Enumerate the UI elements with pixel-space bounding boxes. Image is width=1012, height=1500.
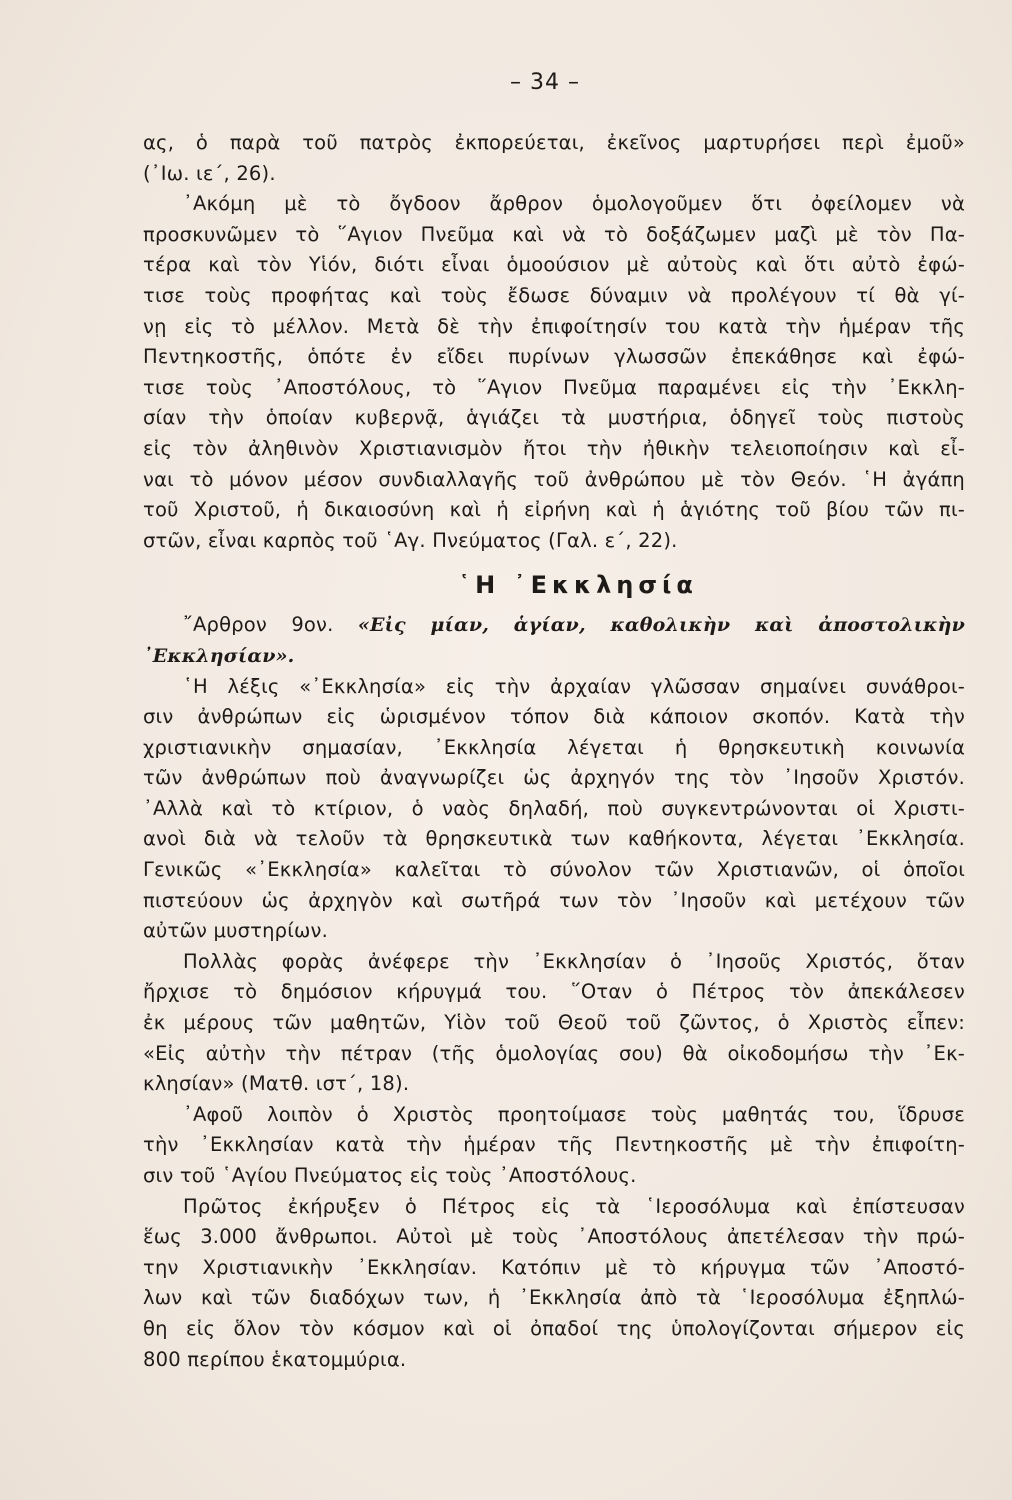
text-line: χριστιανικὴν σημασίαν, ᾿Εκκλησία λέγεται ἡ θρησκευτικὴ κοινωνία <box>143 735 965 759</box>
text-line: νῃ εἰς τὸ μέλλον. Μετὰ δὲ τὴν ἐπιφοίτησίν του κατὰ τὴν ἡμέραν τῆς <box>143 314 965 338</box>
text-line: «Εἰς αὐτὴν τὴν πέτραν (τῆς ὁμολογίας σου) θὰ οἰκοδομήσω τὴν ᾿Εκ- <box>143 1041 965 1065</box>
page-number: – 34 – <box>510 70 580 95</box>
text-line: τὴν ᾿Εκκλησίαν κατὰ τὴν ἡμέραν τῆς Πεντηκοστῆς μὲ τὴν ἐπιφοίτη- <box>143 1133 965 1157</box>
article-title-line <box>143 641 965 672</box>
text-line: προσκυνῶμεν τὸ ῞Αγιον Πνεῦμα καὶ νὰ τὸ δοξάζωμεν μαζὶ μὲ τὸν Πα- <box>143 222 965 246</box>
text-line: τοῦ Χριστοῦ, ἡ δικαιοσύνη καὶ ἡ εἰρήνη καὶ ἡ ἁγιότης τοῦ βίου τῶν πι- <box>143 498 965 522</box>
text-line: ἤρχισε τὸ δημόσιον κήρυγμά του. ῞Οταν ὁ Πέτρος τὸν ἀπεκάλεσεν <box>143 980 965 1004</box>
text-line: ῾Η λέξις «᾿Εκκλησία» εἰς τὴν ἀρχαίαν γλῶσσαν σημαίνει συνάθροι- <box>183 674 965 698</box>
text-line: ᾿Αλλὰ καὶ τὸ κτίριον, ὁ ναὸς δηλαδή, ποὺ συγκεντρώνονται οἱ Χριστι- <box>143 796 965 820</box>
article-title: «Εἰς μίαν, ἁγίαν, καθολικὴν καὶ ἀποστολικὴν <box>357 614 965 637</box>
text-line: τέρα καὶ τὸν Υἱόν, διότι εἶναι ὁμοούσιον μὲ αὐτοὺς καὶ ὅτι αὐτὸ ἐφώ- <box>143 253 965 277</box>
text-line: ἕως 3.000 ἄνθρωποι. Αὐτοὶ μὲ τοὺς ᾿Αποστόλους ἀπετέλεσαν τὴν πρώ- <box>143 1225 965 1249</box>
section-heading: ῾Η ᾿Εκκλησία <box>458 571 698 600</box>
text-line: στῶν, εἶναι καρπὸς τοῦ ῾Αγ. Πνεύματος (Γαλ. ε´, 22). <box>143 528 678 552</box>
text-line: σιν ἀνθρώπων εἰς ὡρισμένον τόπον διὰ κάποιον σκοπόν. Κατὰ τὴν <box>143 705 965 729</box>
text-line: αὐτῶν μυστηρίων. <box>143 919 329 943</box>
text-line: ᾿Ακόμη μὲ τὸ ὄγδοον ἄρθρον ὁμολογοῦμεν ὅτι ὀφείλομεν νὰ <box>183 192 965 216</box>
text-line: σιν τοῦ ῾Αγίου Πνεύματος εἰς τοὺς ᾿Αποστόλους. <box>143 1164 637 1187</box>
text-line: Γενικῶς «᾿Εκκλησία» καλεῖται τὸ σύνολον τῶν Χριστιανῶν, οἱ ὁποῖοι <box>143 858 965 882</box>
text-line: ας, ὁ παρὰ τοῦ πατρὸς ἐκπορεύεται, ἐκεῖνος μαρτυρήσει περὶ ἐμοῦ» <box>143 131 965 154</box>
text-line: τισε τοὺς προφήτας καὶ τοὺς ἔδωσε δύναμιν νὰ προλέγουν τί θὰ γί- <box>143 283 965 307</box>
text-line: την Χριστιανικὴν ᾿Εκκλησίαν. Κατόπιν μὲ τὸ κήρυγμα τῶν ᾿Αποστό- <box>143 1255 965 1279</box>
text-line: Πρῶτος ἐκήρυξεν ὁ Πέτρος εἰς τὰ ῾Ιεροσόλυμα καὶ ἐπίστευσαν <box>183 1194 965 1218</box>
text-line: θη εἰς ὅλον τὸν κόσμον καὶ οἱ ὀπαδοί της ὑπολογίζονται σήμερον εἰς <box>143 1316 965 1340</box>
text-line: Πολλὰς φορὰς ἀνέφερε τὴν ᾿Εκκλησίαν ὁ ᾿Ιησοῦς Χριστός, ὅταν <box>183 949 965 973</box>
body-text <box>143 128 965 1375</box>
text-line: κλησίαν» (Ματθ. ιστ´, 18). <box>143 1072 410 1096</box>
text-line: ναι τὸ μόνον μέσον συνδιαλλαγῆς τοῦ ἀνθρώπου μὲ τὸν Θεόν. ῾Η ἀγάπη <box>143 467 965 491</box>
text-line: σίαν τὴν ὁποίαν κυβερνᾷ, ἁγιάζει τὰ μυστήρια, ὁδηγεῖ τοὺς πιστοὺς <box>143 406 965 430</box>
article-title-line <box>143 610 965 641</box>
article-title-continued: ᾿Εκκλησίαν». <box>143 644 295 667</box>
text-line: τῶν ἀνθρώπων ποὺ ἀναγνωρίζει ὡς ἀρχηγόν της τὸν ᾿Ιησοῦν Χριστόν. <box>143 766 965 790</box>
text-line: λων καὶ τῶν διαδόχων των, ἡ ᾿Εκκλησία ἀπὸ τὰ ῾Ιεροσόλυμα ἐξηπλώ- <box>143 1286 965 1310</box>
text-line: ᾿Αφοῦ λοιπὸν ὁ Χριστὸς προητοίμασε τοὺς μαθητάς του, ἵδρυσε <box>183 1102 965 1126</box>
text-line: εἰς τὸν ἀληθινὸν Χριστιανισμὸν ἤτοι τὴν ἠθικὴν τελειοποίησιν καὶ εἶ- <box>143 436 965 460</box>
article-label: ῎Αρθρον 9ον. <box>183 613 334 637</box>
text-line: ἐκ μέρους τῶν μαθητῶν, Υἱὸν τοῦ Θεοῦ τοῦ ζῶντος, ὁ Χριστὸς εἶπεν: <box>143 1011 965 1035</box>
text-line: Πεντηκοστῆς, ὁπότε ἐν εἴδει πυρίνων γλωσσῶν ἐπεκάθησε καὶ ἐφώ- <box>143 345 965 369</box>
text-line: 800 περίπου ἑκατομμύρια. <box>143 1347 407 1371</box>
text-line: (᾿Ιω. ιε´, 26). <box>143 161 276 185</box>
text-line: ανοὶ διὰ νὰ τελοῦν τὰ θρησκευτικὰ των καθήκοντα, λέγεται ᾿Εκκλησία. <box>143 827 965 851</box>
text-line: τισε τοὺς ᾿Αποστόλους, τὸ ῞Αγιον Πνεῦμα παραμένει εἰς τὴν ᾿Εκκλη- <box>143 375 965 399</box>
text-line: πιστεύουν ὡς ἀρχηγὸν καὶ σωτῆρά των τὸν ᾿Ιησοῦν καὶ μετέχουν τῶν <box>143 888 965 912</box>
